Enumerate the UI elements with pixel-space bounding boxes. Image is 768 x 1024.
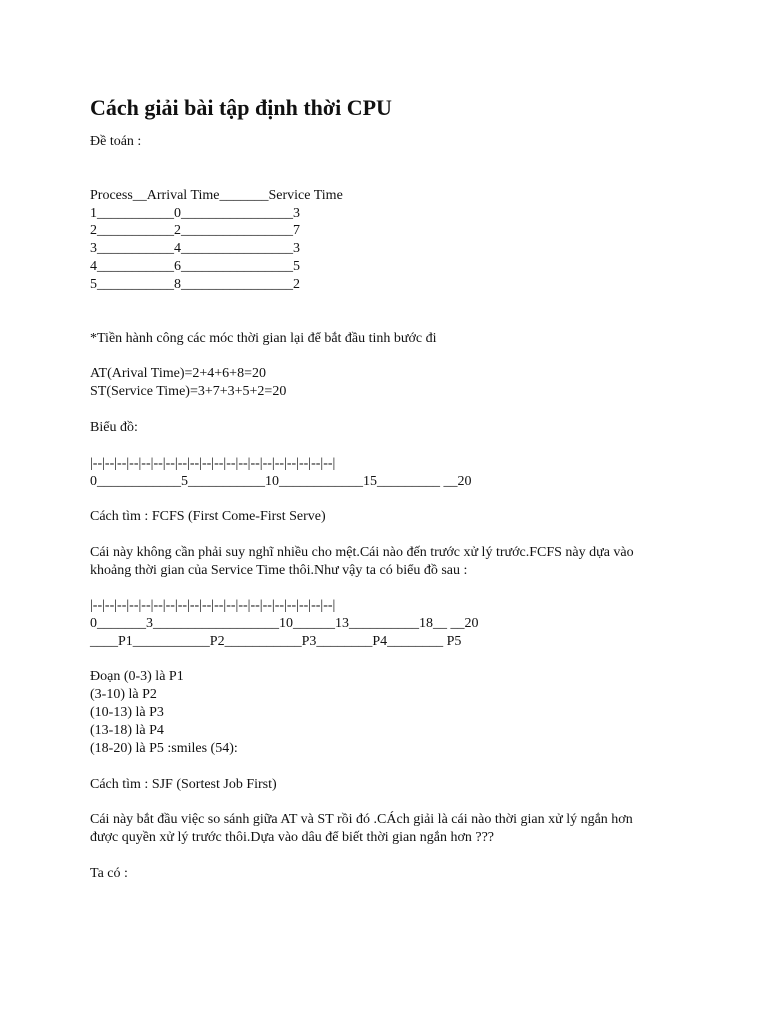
at-formula: AT(Arival Time)=2+4+6+8=20 [90,366,266,381]
fcfs-axis: 0_______3__________________10______13__________18__ __20 [90,616,479,631]
sjf-heading: Cách tìm : SJF (Sortest Job First) [90,777,277,792]
timeline-axis: 0____________5___________10____________15_________ __20 [90,474,472,489]
problem-label: Đề toán : [90,134,142,149]
table-row: 2___________2________________7 [90,223,300,238]
intro-note: *Tiền hành công các móc thời gian lại để bắt đầu tinh bước đi [90,331,437,346]
segment-line: (18-20) là P5 :smiles (54): [90,741,238,756]
segment-line: (10-13) là P3 [90,705,164,720]
fcfs-processes: ____P1___________P2___________P3________P4________ P5 [90,634,462,649]
fcfs-explanation: Cái này không cần phải suy nghĩ nhiều cho mệt.Cái nào đến trước xử lý trước.FCFS này dựa vào [90,545,634,560]
segment-line: Đoạn (0-3) là P1 [90,669,184,684]
table-header: Process__Arrival Time_______Service Time [90,188,343,203]
sjf-explanation: được quyền xử lý trước thôi.Dựa vào dâu để biết thời gian ngắn hơn ??? [90,830,495,845]
chart-label: Biểu đồ: [90,420,138,435]
segment-line: (13-18) là P4 [90,723,164,738]
fcfs-heading: Cách tìm : FCFS (First Come-First Serve) [90,509,326,524]
table-row: 3___________4________________3 [90,241,300,256]
fcfs-ruler: |--|--|--|--|--|--|--|--|--|--|--|--|--|--|--|--|--|--|--|--| [90,598,336,613]
st-formula: ST(Service Time)=3+7+3+5+2=20 [90,384,287,399]
ta-co-label: Ta có : [90,866,128,881]
fcfs-explanation: khoảng thời gian của Service Time thôi.Như vậy ta có biểu đồ sau : [90,563,468,578]
segment-line: (3-10) là P2 [90,687,157,702]
timeline-ruler: |--|--|--|--|--|--|--|--|--|--|--|--|--|--|--|--|--|--|--|--| [90,456,336,471]
table-row: 5___________8________________2 [90,277,300,292]
sjf-explanation: Cái này bắt đầu việc so sánh giữa AT và ST rồi đó .CÁch giải là cái nào thời gian xử lý ngắn hơn [90,812,633,827]
table-row: 4___________6________________5 [90,259,300,274]
page-title: Cách giải bài tập định thời CPU [90,95,392,120]
table-row: 1___________0________________3 [90,206,300,221]
